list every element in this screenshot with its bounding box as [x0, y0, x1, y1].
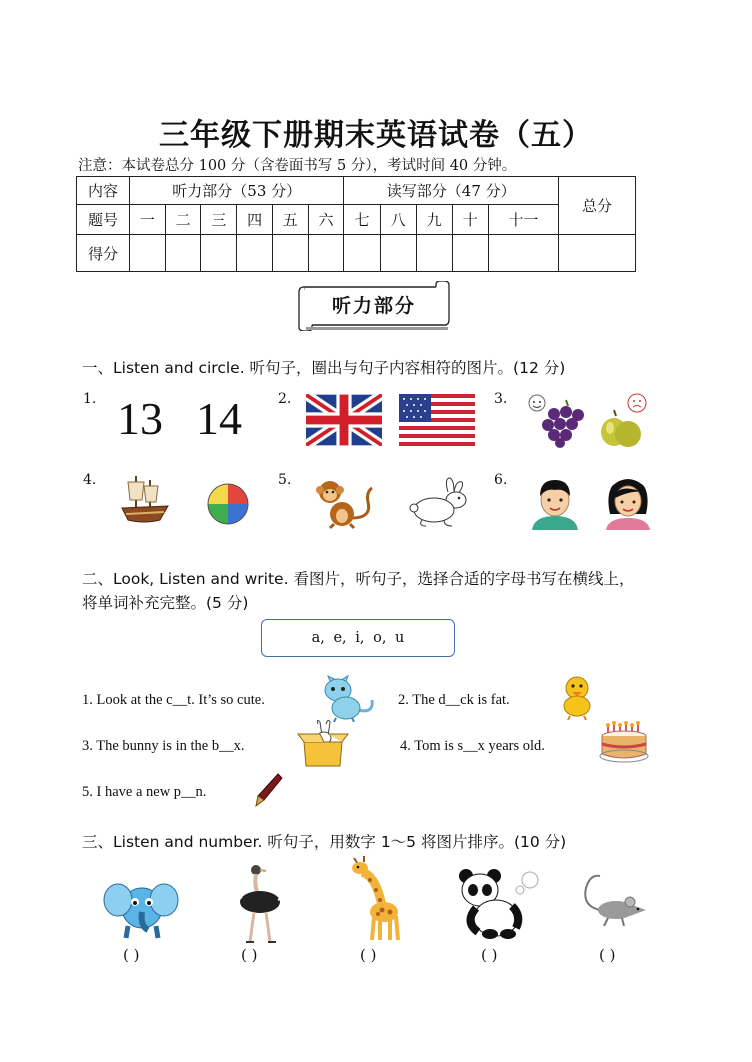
section1-heading: 一、Listen and circle. 听句子，圈出与句子内容相符的图片。(12 分) — [82, 359, 566, 377]
sentence-4: 4. Tom is s__x years old. — [400, 738, 545, 754]
item-number: 3. — [494, 391, 508, 407]
answer-blank-5[interactable]: ( ) — [599, 946, 616, 964]
section2-heading-line1: 二、Look, Listen and write. 看图片，听句子，选择合适的字母书写在横线上， — [82, 570, 635, 588]
question-number: 三 — [201, 205, 237, 235]
monkey-icon[interactable] — [312, 478, 376, 530]
panda-icon — [456, 868, 544, 940]
ball-icon[interactable] — [206, 482, 250, 526]
score-cell[interactable] — [201, 235, 237, 272]
grapes-icon[interactable] — [524, 392, 590, 448]
question-number: 五 — [272, 205, 308, 235]
item-number: 2. — [278, 391, 292, 407]
banner-title: 听力部分 — [331, 295, 416, 317]
girl-icon[interactable] — [602, 476, 654, 530]
exam-note: 注意：本试卷总分 100 分（含卷面书写 5 分），考试时间 40 分钟。 — [78, 158, 517, 174]
score-cell[interactable] — [165, 235, 201, 272]
score-cell[interactable] — [488, 235, 558, 272]
row-label-number: 题号 — [77, 205, 130, 235]
sentence-1: 1. Look at the c__t. It’s so cute. — [82, 692, 265, 708]
item-number: 5. — [278, 472, 292, 488]
score-cell[interactable] — [237, 235, 273, 272]
mouse-icon — [580, 870, 652, 934]
question-number: 十 — [452, 205, 488, 235]
pears-icon[interactable] — [598, 392, 652, 448]
boat-icon[interactable] — [118, 472, 172, 526]
option-13[interactable]: 13 — [117, 393, 163, 444]
section2-heading-line2: 将单词补充完整。(5 分) — [82, 594, 249, 612]
answer-blank-2[interactable]: ( ) — [241, 946, 258, 964]
answer-blank-3[interactable]: ( ) — [360, 946, 377, 964]
question-number: 四 — [237, 205, 273, 235]
score-cell[interactable] — [416, 235, 452, 272]
pen-icon — [252, 772, 284, 808]
item-number: 6. — [494, 472, 508, 488]
letter-choice-box: a, e, i, o, u — [261, 619, 455, 657]
option-14[interactable]: 14 — [196, 393, 242, 444]
question-number: 七 — [344, 205, 380, 235]
row-label-content: 内容 — [77, 177, 130, 205]
rabbit-icon[interactable] — [404, 476, 476, 528]
exam-title: 三年级下册期末英语试卷（五） — [159, 118, 593, 153]
total-score-cell[interactable] — [559, 235, 636, 272]
section3-heading: 三、Listen and number. 听句子，用数字 1～5 将图片排序。(10 分) — [82, 833, 567, 851]
ostrich-icon — [230, 862, 288, 946]
question-number: 十一 — [488, 205, 558, 235]
question-number: 二 — [165, 205, 201, 235]
score-table — [76, 176, 636, 272]
question-number: 八 — [380, 205, 416, 235]
row-label-score: 得分 — [77, 235, 130, 272]
score-cell[interactable] — [344, 235, 380, 272]
sentence-3: 3. The bunny is in the b__x. — [82, 738, 245, 754]
sentence-2: 2. The d__ck is fat. — [398, 692, 510, 708]
score-cell[interactable] — [380, 235, 416, 272]
listening-part-header: 听力部分（53 分） — [130, 177, 344, 205]
boy-icon[interactable] — [528, 476, 582, 530]
score-cell[interactable] — [308, 235, 344, 272]
item-number: 4. — [83, 472, 97, 488]
sentence-5: 5. I have a new p__n. — [82, 784, 207, 800]
score-cell[interactable] — [452, 235, 488, 272]
question-number: 九 — [416, 205, 452, 235]
item-number: 1. — [83, 391, 97, 407]
us-flag-icon[interactable] — [399, 394, 475, 446]
answer-blank-1[interactable]: ( ) — [123, 946, 140, 964]
score-cell[interactable] — [130, 235, 166, 272]
question-number: 六 — [308, 205, 344, 235]
cake-icon — [598, 720, 650, 764]
duck-icon — [558, 674, 596, 720]
question-number: 一 — [130, 205, 166, 235]
score-cell[interactable] — [272, 235, 308, 272]
answer-blank-4[interactable]: ( ) — [481, 946, 498, 964]
cat-icon — [314, 670, 378, 722]
total-score-header: 总分 — [559, 177, 636, 235]
box-bunny-icon — [296, 720, 350, 770]
uk-flag-icon[interactable] — [306, 394, 382, 446]
elephant-icon — [100, 868, 182, 940]
reading-part-header: 读写部分（47 分） — [344, 177, 559, 205]
giraffe-icon — [350, 856, 406, 942]
